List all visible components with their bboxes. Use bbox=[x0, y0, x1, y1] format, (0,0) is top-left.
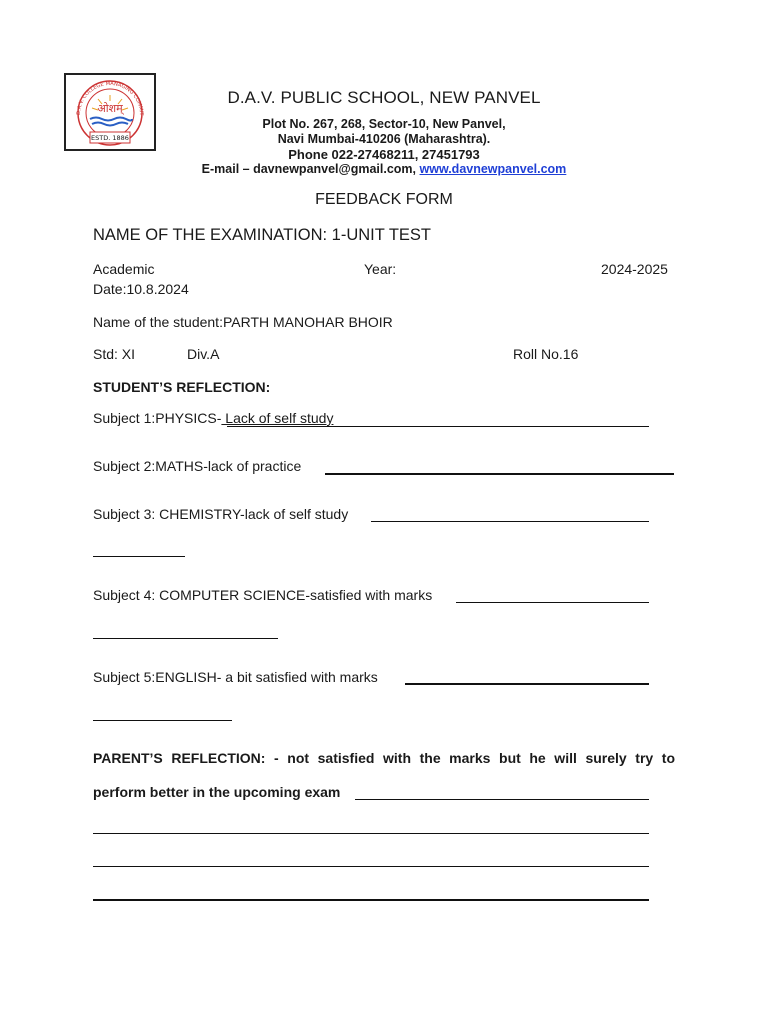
parent-reflection-underline bbox=[355, 799, 649, 800]
year-label: Year: bbox=[364, 261, 397, 277]
parent-reflection-line-2: perform better in the upcoming exam bbox=[93, 784, 341, 800]
address-line-1: Plot No. 267, 268, Sector-10, New Panvel, bbox=[262, 117, 506, 131]
parent-reflection-line-1: PARENT’S REFLECTION: - not satisfied with the marks but he will surely try to bbox=[93, 750, 675, 766]
year-value: 2024-2025 bbox=[601, 261, 668, 277]
school-logo bbox=[64, 73, 156, 151]
subject-4-continuation-line bbox=[93, 638, 278, 639]
subject-5-underline bbox=[405, 683, 649, 685]
subject-1-label: Subject 1:PHYSICS- bbox=[93, 410, 222, 426]
subject-5-label: Subject 5:ENGLISH- a bit satisfied with marks bbox=[93, 669, 378, 685]
logo-emblem-icon bbox=[66, 75, 154, 149]
subject-2-underline bbox=[325, 473, 674, 475]
address-line-2: Navi Mumbai-410206 (Maharashtra). bbox=[277, 132, 491, 146]
form-title: FEEDBACK FORM bbox=[315, 191, 453, 208]
parent-reflection-line-a bbox=[93, 833, 649, 834]
date-field: Date:10.8.2024 bbox=[93, 281, 189, 297]
website-link[interactable]: www.davnewpanvel.com bbox=[419, 162, 567, 176]
std-field: Std: XI bbox=[93, 346, 136, 362]
logo-motto-text: ओशम् bbox=[97, 102, 123, 115]
subject-3-continuation-line bbox=[93, 556, 185, 557]
subject-5-continuation-line bbox=[93, 720, 232, 721]
subject-4-underline bbox=[456, 602, 649, 603]
student-reflection-heading: STUDENT’S REFLECTION: bbox=[93, 379, 271, 395]
student-name-field: Name of the student:PARTH MANOHAR BHOIR bbox=[93, 314, 393, 330]
subject-1-underline bbox=[227, 426, 649, 427]
subject-1-note: Lack of self study bbox=[221, 410, 334, 426]
exam-name: NAME OF THE EXAMINATION: 1-UNIT TEST bbox=[93, 226, 431, 244]
subject-3-underline bbox=[371, 521, 649, 522]
subject-2-label: Subject 2:MATHS-lack of practice bbox=[93, 458, 302, 474]
subject-4-label: Subject 4: COMPUTER SCIENCE-satisfied with marks bbox=[93, 587, 433, 603]
parent-reflection-line-b bbox=[93, 866, 649, 867]
academic-label: Academic bbox=[93, 261, 155, 277]
logo-ring-text: D.A.V. COLLEGE MANAGING COMMIT bbox=[75, 80, 145, 116]
phone-line: Phone 022-27468211, 27451793 bbox=[288, 147, 480, 162]
subject-3-label: Subject 3: CHEMISTRY-lack of self study bbox=[93, 506, 349, 522]
div-field: Div.A bbox=[187, 346, 220, 362]
email-text: E-mail – davnewpanvel@gmail.com, bbox=[201, 162, 417, 176]
logo-estd-text: ESTD. 1886 bbox=[91, 134, 129, 142]
subject-1-row bbox=[93, 410, 333, 426]
school-name: D.A.V. PUBLIC SCHOOL, NEW PANVEL bbox=[227, 88, 541, 107]
contact-line bbox=[160, 162, 608, 176]
parent-reflection-line-c bbox=[93, 899, 649, 901]
roll-field: Roll No.16 bbox=[513, 346, 579, 362]
